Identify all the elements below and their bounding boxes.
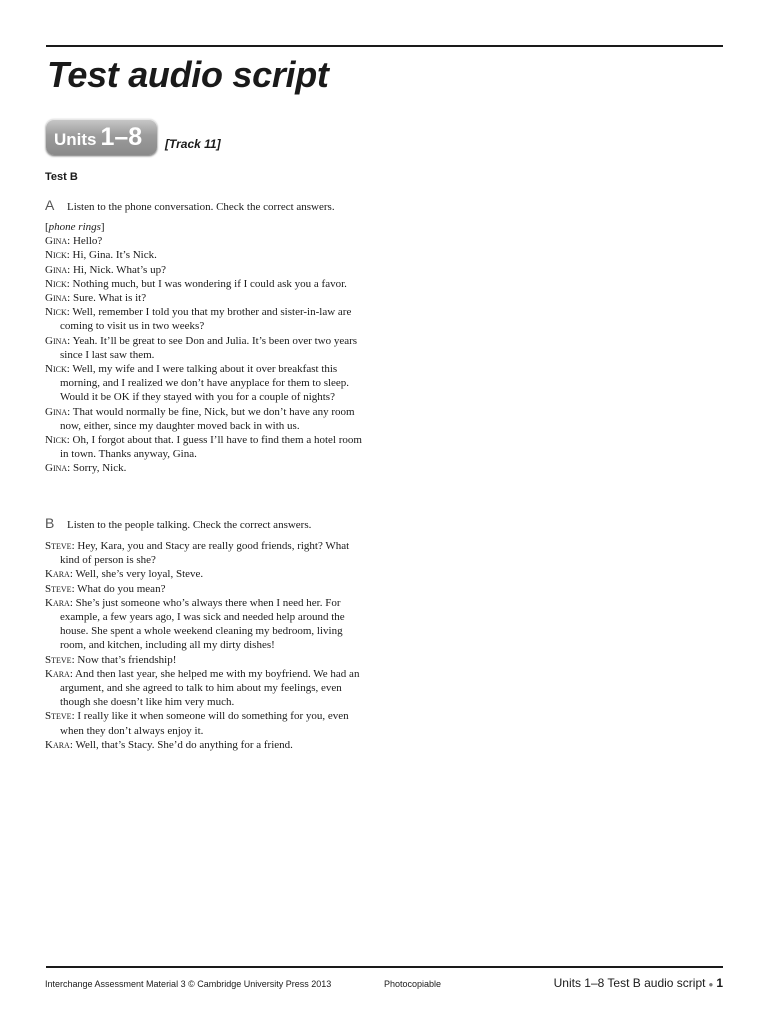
line-text: She’s just someone who’s always there when I need her. For example, a few years ago, I was sick and needed help around the house. She spent a whole weekend cleaning my bedroom, living room, and kitchen, including all my dirty dishes!	[60, 596, 345, 652]
line-text: Well, my wife and I were talking about it over breakfast this morning, and I realized we don’t have anyplace for them to sleep. Would it be OK if they stayed with you for a couple of nights?	[60, 363, 350, 404]
speaker-name: Gina	[45, 235, 68, 248]
line-text: Oh, I forgot about that. I guess I’ll have to find them a hotel room in town. Thanks anyway, Gina.	[60, 434, 362, 461]
line-text: Sure. What is it?	[72, 292, 147, 305]
section-b-letter: B	[45, 515, 55, 531]
section-a-instruction: Listen to the phone conversation. Check the correct answers.	[67, 201, 335, 213]
speaker-name: Nick	[45, 434, 67, 447]
script-line: Gina: Yeah. It’ll be great to see Don and Julia. It’s been over two years since I last saw them.	[45, 334, 358, 361]
section-b-script	[45, 539, 365, 752]
footer	[45, 976, 723, 993]
script-line: Kara: Well, that’s Stacy. She’d do anything for a friend.	[45, 738, 293, 751]
speaker-name: Steve	[45, 540, 72, 552]
speaker-name: Kara	[45, 738, 70, 751]
script-line: Steve: I really like it when someone will do something for you, even when they don’t always enjoy it.	[45, 710, 349, 737]
line-text: Hi, Gina. It’s Nick.	[72, 249, 157, 262]
line-text: Well, that’s Stacy. She’d do anything for a friend.	[75, 738, 293, 751]
speaker-name: Kara	[45, 667, 70, 680]
speaker-name: Gina	[45, 462, 68, 475]
script-line: Gina: Sure. What is it?	[45, 292, 147, 305]
units-badge	[46, 119, 157, 155]
speaker-name: Nick	[45, 306, 67, 319]
footer-page-info	[554, 976, 723, 990]
section-a-lines	[45, 234, 365, 475]
speaker-name: Nick	[45, 277, 67, 290]
page-title: Test audio script	[47, 54, 329, 95]
script-line: Steve: Hey, Kara, you and Stacy are really good friends, right? What kind of person is she?	[45, 540, 350, 567]
script-line: Nick: Oh, I forgot about that. I guess I’ll have to find them a hotel room in town. Thanks anyway, Gina.	[45, 434, 362, 461]
track-label: [Track 11]	[165, 137, 221, 151]
script-line: Steve: Now that’s friendship!	[45, 653, 177, 666]
speaker-name: Nick	[45, 249, 67, 262]
script-line: Gina: Hi, Nick. What’s up?	[45, 263, 166, 276]
line-text: Hello?	[72, 235, 103, 248]
footer-bullet: ●	[708, 980, 714, 989]
speaker-name: Kara	[45, 568, 70, 581]
footer-credit: Interchange Assessment Material 3 © Cambridge University Press 2013	[45, 979, 332, 989]
script-line: Nick: Well, my wife and I were talking about it over breakfast this morning, and I realized we don’t have anyplace for them to sleep. Would it be OK if they stayed with you for a couple of nights?	[45, 363, 350, 404]
script-line: Kara: Well, she’s very loyal, Steve.	[45, 568, 204, 581]
speaker-name: Gina	[45, 334, 68, 347]
speaker-name: Steve	[45, 582, 72, 595]
footer-page-label: Units 1–8 Test B audio script	[553, 976, 706, 990]
script-line: Nick: Well, remember I told you that my brother and sister-in-law are coming to visit us in two weeks?	[45, 306, 352, 333]
line-text: Well, remember I told you that my brother and sister-in-law are coming to visit us in two weeks?	[60, 306, 352, 333]
speaker-name: Steve	[45, 653, 72, 666]
speaker-name: Gina	[45, 292, 68, 305]
script-line: Nick: Hi, Gina. It’s Nick.	[45, 249, 157, 262]
section-b-instruction: Listen to the people talking. Check the correct answers.	[67, 519, 312, 531]
units-range: 1–8	[100, 123, 143, 151]
script-line: Gina: Hello?	[45, 235, 103, 248]
line-text: Hi, Nick. What’s up?	[72, 263, 166, 276]
script-line: Nick: Nothing much, but I was wondering if I could ask you a favor.	[45, 277, 347, 290]
line-text: Now that’s friendship!	[77, 653, 177, 666]
section-a-letter: A	[45, 197, 55, 213]
stage-direction: [phone rings]	[45, 221, 105, 233]
section-b-heading	[45, 515, 311, 531]
speaker-name: Kara	[45, 596, 70, 609]
speaker-name: Gina	[45, 405, 68, 418]
line-text: And then last year, she helped me with my boyfriend. We had an argument, and she agreed to talk to him about my feelings, even though she doesn’t like him very much.	[60, 667, 360, 709]
script-line: Kara: And then last year, she helped me with my boyfriend. We had an argument, and she agreed to talk to him about my feelings, even though she doesn’t like him very much.	[45, 667, 360, 709]
section-a-script	[45, 220, 365, 476]
line-text: Hey, Kara, you and Stacy are really good friends, right? What kind of person is she?	[60, 540, 350, 567]
section-a-heading	[45, 197, 335, 213]
test-label: Test B	[45, 171, 78, 183]
line-text: I really like it when someone will do something for you, even when they don’t always enjoy it.	[60, 710, 349, 737]
line-text: That would normally be fine, Nick, but we don’t have any room now, either, since my daughter moved back in with us.	[60, 405, 355, 432]
page-number: 1	[716, 976, 723, 990]
line-text: Yeah. It’ll be great to see Don and Julia. It’s been over two years since I last saw them.	[60, 334, 358, 361]
section-b-lines	[45, 539, 365, 752]
units-word: Units	[54, 130, 97, 149]
header-rule	[46, 45, 723, 47]
stage-direction-text: phone rings	[48, 221, 101, 233]
line-text: What do you mean?	[77, 582, 166, 595]
script-line: Steve: What do you mean?	[45, 582, 166, 595]
script-line: Gina: Sorry, Nick.	[45, 462, 127, 475]
footer-rule	[46, 966, 723, 968]
speaker-name: Nick	[45, 363, 67, 376]
speaker-name: Gina	[45, 263, 68, 276]
speaker-name: Steve	[45, 710, 72, 723]
line-text: Well, she’s very loyal, Steve.	[75, 568, 204, 581]
script-line: Kara: She’s just someone who’s always there when I need her. For example, a few years ago, I was sick and needed help around the house. She spent a whole weekend cleaning my bedroom, living room, and kitchen, including all my dirty dishes!	[45, 596, 345, 652]
line-text: Nothing much, but I was wondering if I could ask you a favor.	[72, 277, 347, 290]
footer-photocopiable: Photocopiable	[384, 979, 442, 989]
line-text: Sorry, Nick.	[72, 462, 127, 475]
script-line: Gina: That would normally be fine, Nick, but we don’t have any room now, either, since my daughter moved back in with us.	[45, 405, 355, 432]
